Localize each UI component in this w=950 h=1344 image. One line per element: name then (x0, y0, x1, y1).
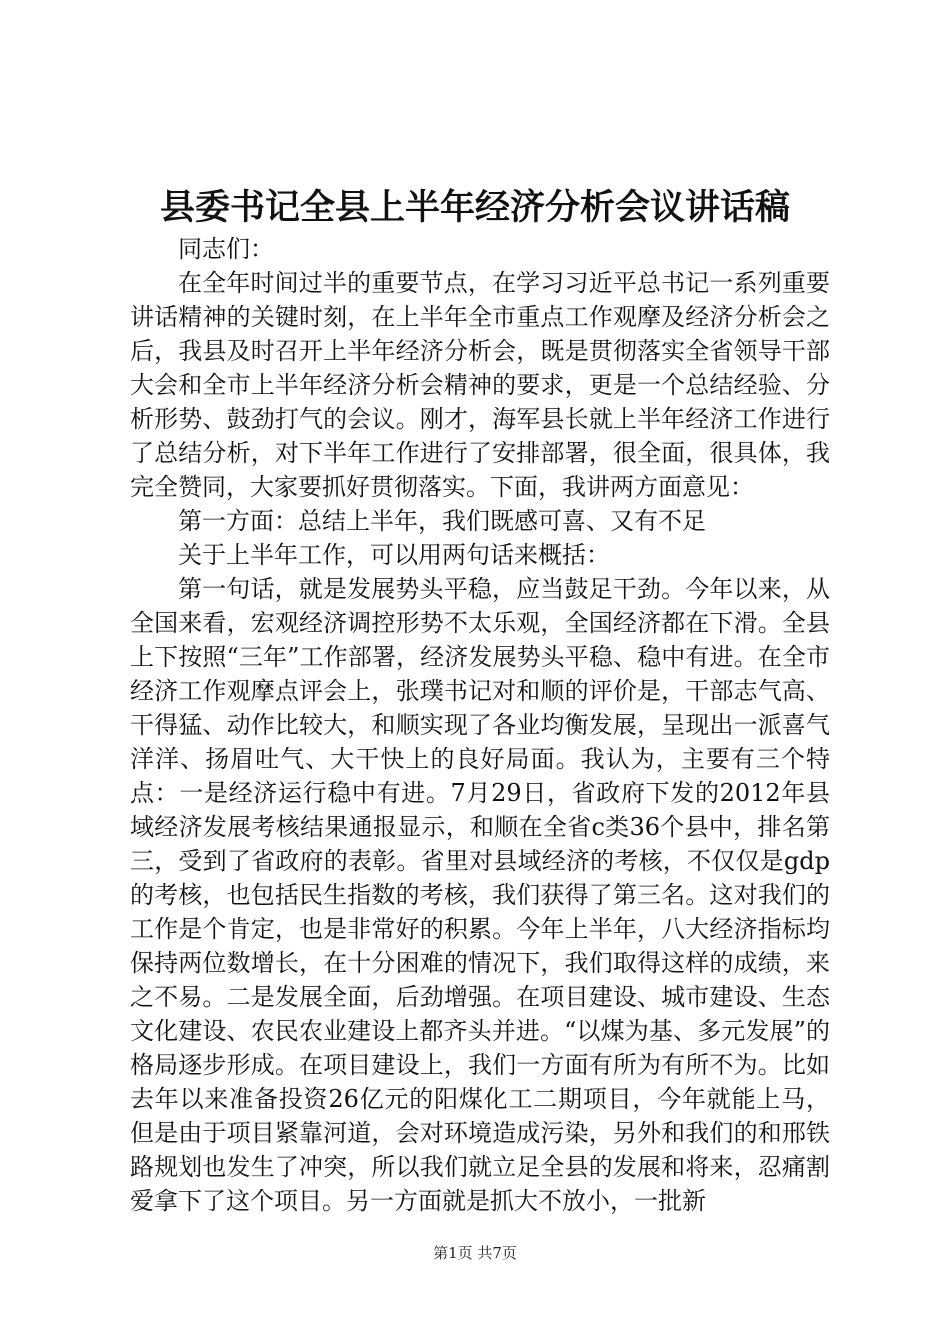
greeting-paragraph: 同志们： (178, 235, 274, 263)
intro-paragraph: 在全年时间过半的重要节点，在学习习近平总书记一系列重要讲话精神的关键时刻，在上半年全市重点工作观摩及经济分析会之后，我县及时召开上半年经济分析会，既是贯彻落实全省领导干部大会和全市上半年经济分析会精神的要求，更是一个总结经验、分析形势、鼓劲打气的会议。刚才，海军县长就上半年经济工作进行了总结分析，对下半年工作进行了安排部署，很全面，很具体，我完全赞同，大家要抓好贯彻落实。下面，我讲两方面意见： (130, 269, 830, 501)
page-footer: 第1页 共7页 (433, 1244, 517, 1262)
section-heading-paragraph: 第一方面：总结上半年，我们既感可喜、又有不足 (178, 507, 706, 535)
first-point-paragraph: 第一句话，就是发展势头平稳，应当鼓足干劲。今年以来，从全国来看，宏观经济调控形势不太乐观，全国经济都在下滑。全县上下按照“三年”工作部署，经济发展势头平稳、稳中有进。在全市经济工作观摩点评会上，张璞书记对和顺的评价是，干部志气高、干得猛、动作比较大，和顺实现了各业均衡发展，呈现出一派喜气洋洋、扬眉吐气、大干快上的良好局面。我认为，主要有三个特点：一是经济运行稳中有进。7月29日，省政府下发的2012年县域经济发展考核结果通报显示，和顺在全省c类36个县中，排名第三，受到了省政府的表彰。省里对县域经济的考核，不仅仅是gdp的考核，也包括民生指数的考核，我们获得了第三名。这对我们的工作是个肯定，也是非常好的积累。今年上半年，八大经济指标均保持两位数增长，在十分困难的情况下，我们取得这样的成绩，来之不易。二是发展全面，后劲增强。在项目建设、城市建设、生态文化建设、农民农业建设上都齐头并进。“以煤为基、多元发展”的格局逐步形成。在项目建设上，我们一方面有所为有所不为。比如去年以来准备投资26亿元的阳煤化工二期项目，今年就能上马，但是由于项目紧靠河道，会对环境造成污染，另外和我们的和邢铁路规划也发生了冲突，所以我们就立足全县的发展和将来，忍痛割爱拿下了这个项目。另一方面就是抓大不放小，一批新 (130, 575, 830, 1215)
document-body (130, 232, 830, 1218)
document-title: 县委书记全县上半年经济分析会议讲话稿 (159, 188, 790, 228)
summary-intro-paragraph: 关于上半年工作，可以用两句话来概括： (178, 541, 610, 569)
